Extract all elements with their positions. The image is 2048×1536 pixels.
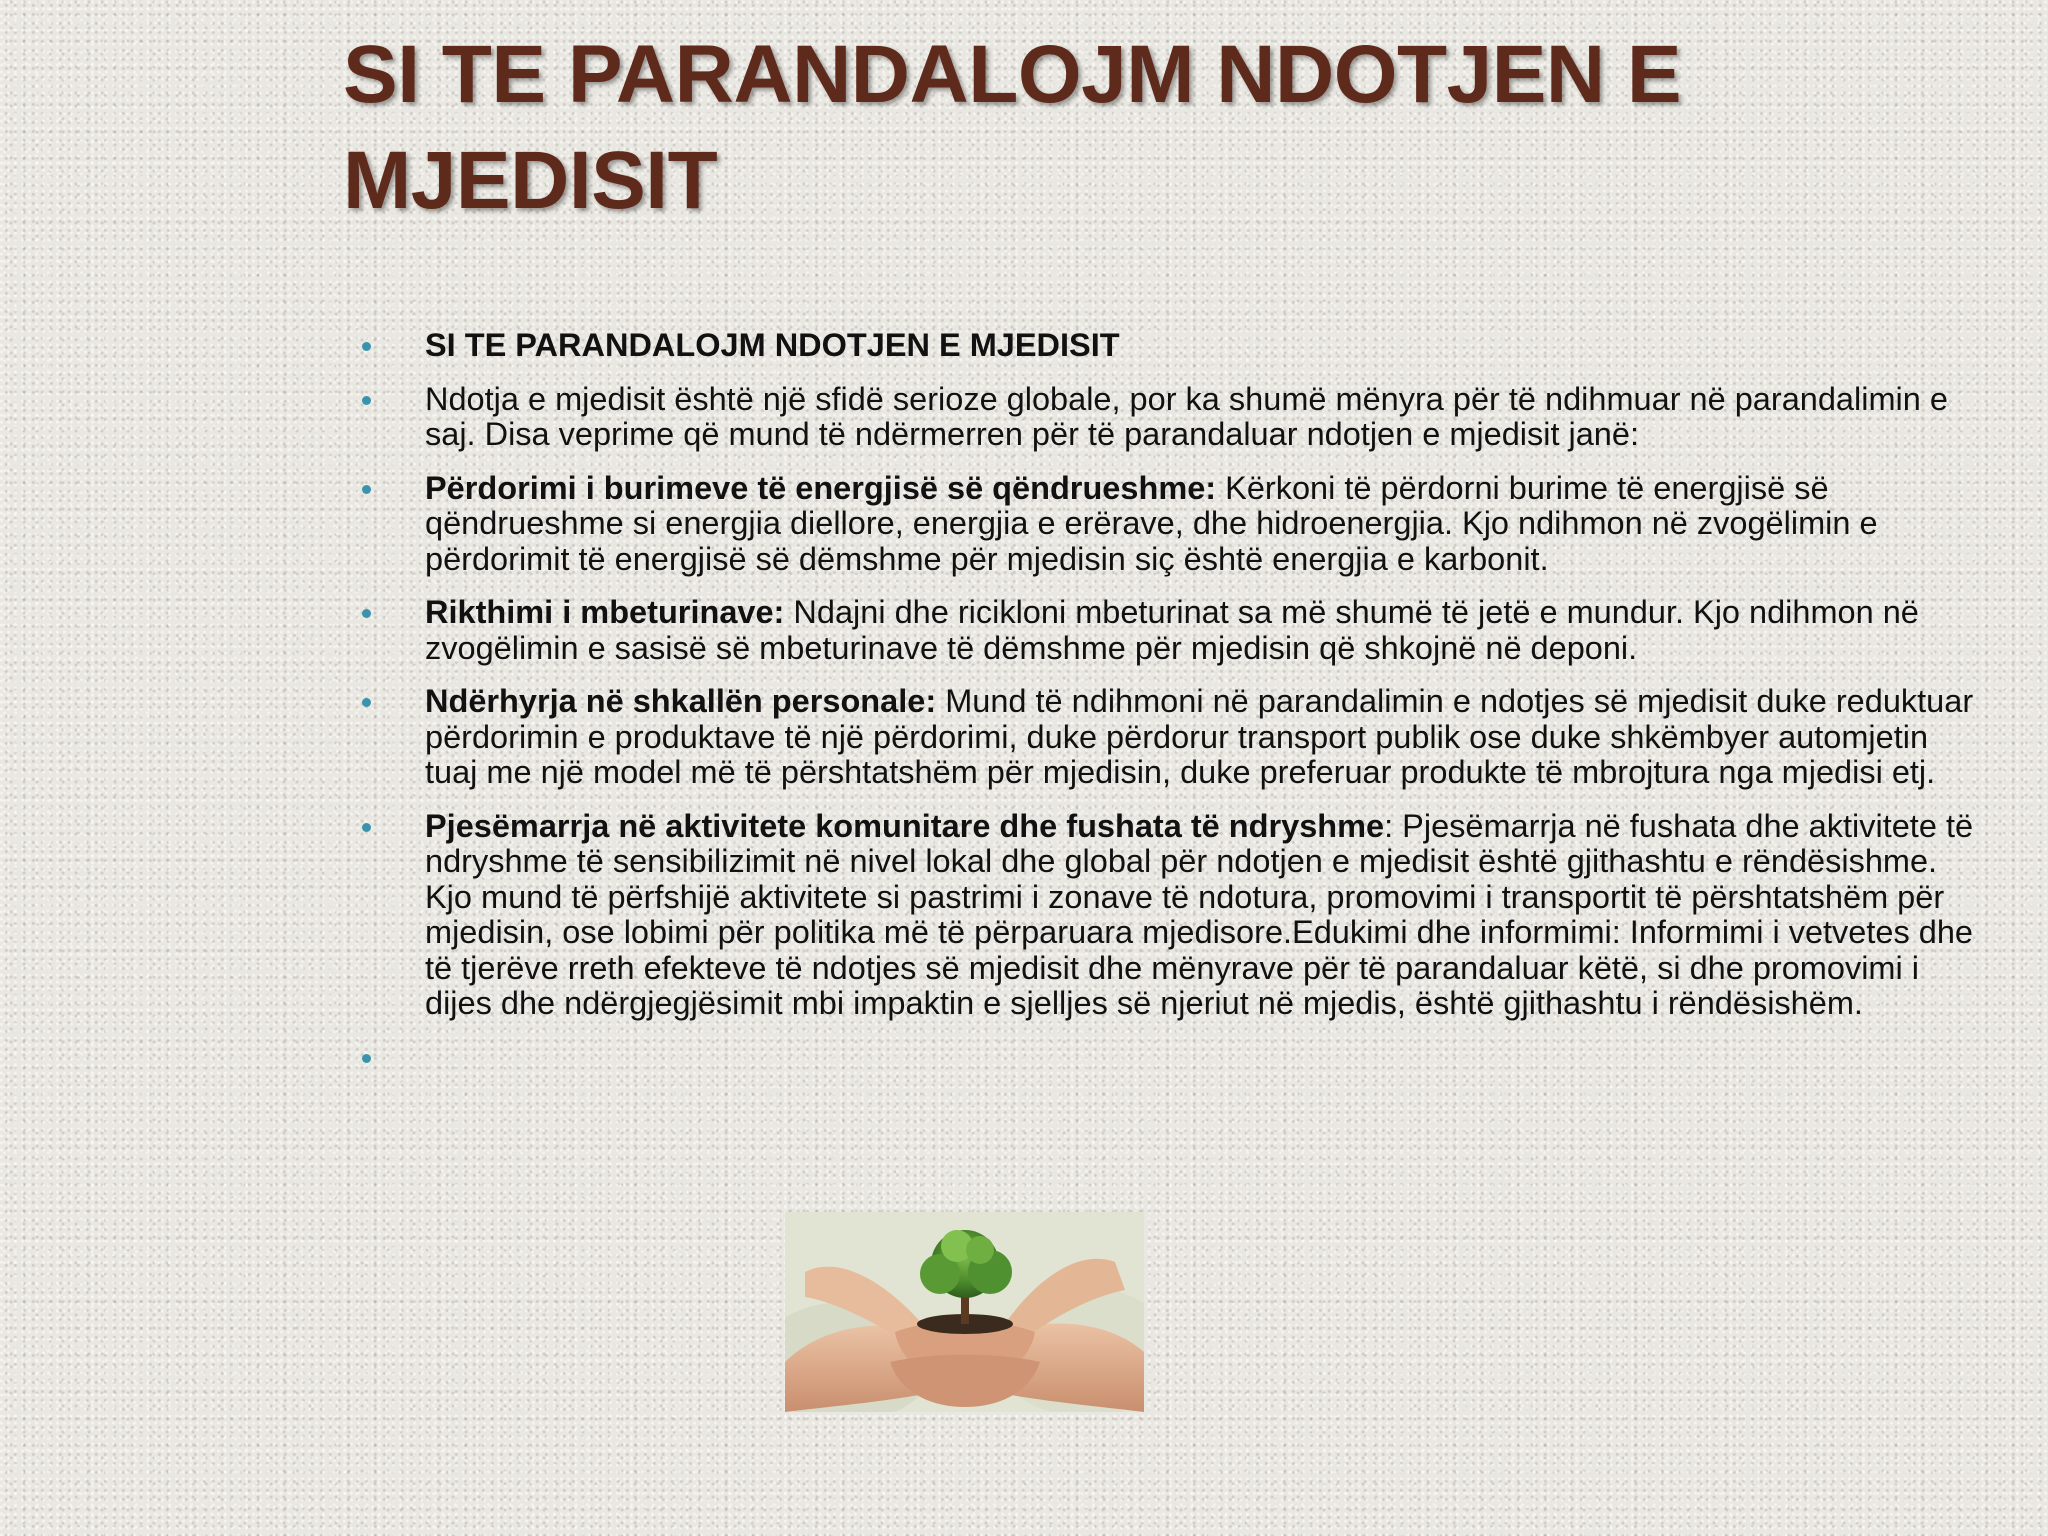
bullet-item-empty — [360, 1040, 1980, 1076]
bullet-item-recycling — [360, 595, 1980, 666]
bullet-lead: SI TE PARANDALOJM NDOTJEN E MJEDISIT — [425, 327, 1120, 363]
bullet-dot-icon — [362, 698, 371, 707]
bullet-list — [360, 328, 1980, 1094]
bullet-dot-icon — [362, 823, 371, 832]
bullet-item-energy — [360, 471, 1980, 578]
bullet-dot-icon — [362, 396, 371, 405]
hands-holding-tree-icon — [785, 1212, 1144, 1412]
bullet-dot-icon — [362, 485, 371, 494]
bullet-dot-icon — [362, 342, 371, 351]
slide-title: SI TE PARANDALOJM NDOTJEN E MJEDISIT — [343, 29, 1682, 226]
bullet-text: Kërkoni të përdorni burime të energjisë së qëndrueshme si energjia diellore, energjia e erërave, dhe hidroenergjia. Kjo ndihmon në zvogëlimin e përdorimit të energjisë së dëmshme për mjedisin siç është energjia e karbonit. — [425, 469, 1878, 577]
bullet-dot-icon — [362, 609, 371, 618]
bullet-item-personal — [360, 684, 1980, 791]
bullet-heading: Pjesëmarrja në aktivitete komunitare dhe fushata të ndryshme — [425, 807, 1385, 844]
bullet-heading: Ndërhyrja në shkallën personale: — [425, 683, 937, 719]
bullet-text: : Pjesëmarrja në fushata dhe aktivitete të ndryshme të sensibilizimit në nivel lokal dhe global për ndotjen e mjedisit është gjithashtu e rëndësishme. Kjo mund të përfshijë aktivitete si pastrimi i zonave të ndotura, promovimi i transportit të përshtatshëm për mjedisin, ose lobimi për politika më të përparuara mjedisore.Edukimi dhe informimi: Informimi i vetvetes dhe të tjerëve rreth efekteve të ndotjes së mjedisit dhe mënyrave për të parandaluar këtë, si dhe promovimi i dijes dhe ndërgjegjësimit mbi impaktin e sjelljes së njeriut në mjedis, është gjithashtu i rëndësishëm. — [425, 807, 1974, 1021]
bullet-item-community — [360, 809, 1980, 1022]
bullet-heading: Përdorimi i burimeve të energjisë së qëndrueshme: — [425, 469, 1217, 506]
bullet-text: Ndajni dhe ricikloni mbeturinat sa më shumë të jetë e mundur. Kjo ndihmon në zvogëlimin e sasisë së mbeturinave të dëmshme për mjedisin që shkojnë në deponi. — [425, 594, 1919, 666]
bullet-text: Ndotja e mjedisit është një sfidë serioze globale, por ka shumë mënyra për të ndihmuar në parandalimin e saj. Disa veprime që mund të ndërmerren për të parandaluar ndotjen e mjedisit janë: — [425, 380, 1948, 452]
hands-tree-illustration — [785, 1212, 1144, 1412]
bullet-heading: Rikthimi i mbeturinave: — [425, 594, 785, 630]
bullet-item-intro — [360, 382, 1980, 453]
bullet-item-intro-heading — [360, 328, 1980, 364]
bullet-text: Mund të ndihmoni në parandalimin e ndotjes së mjedisit duke reduktuar përdorimin e produktave të një përdorimi, duke përdorur transport publik ose duke shkëmbyer automjetin tuaj me një model më të përshtatshëm për mjedisin, duke preferuar produkte të mbrojtura nga mjedisi etj. — [425, 683, 1974, 790]
bullet-dot-icon — [362, 1054, 371, 1063]
